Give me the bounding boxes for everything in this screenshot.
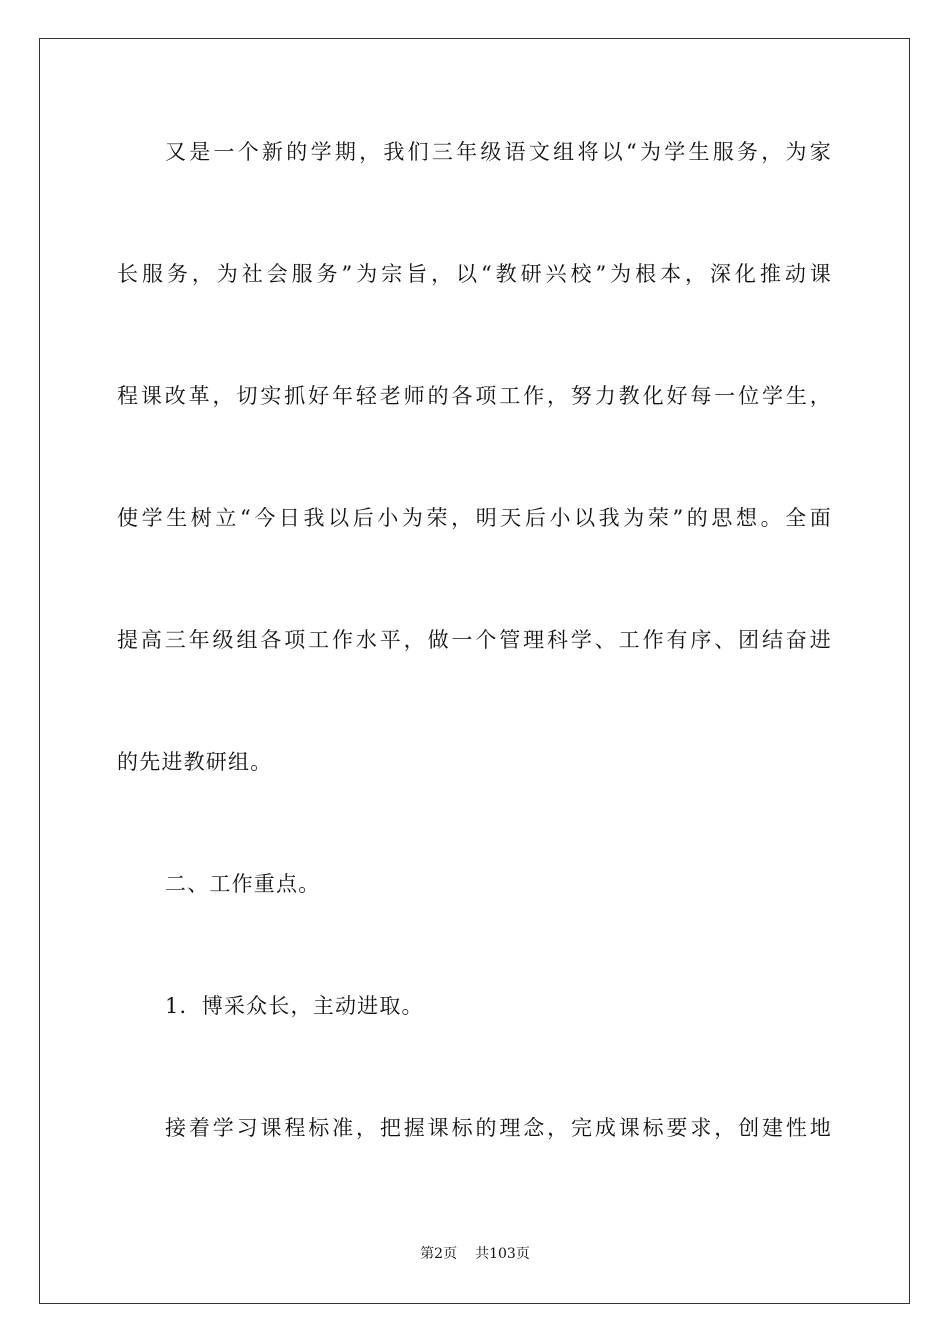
text-line-4: 使学生树立“今日我以后小为荣，明天后小以我为荣”的思想。全面 [117,506,832,530]
text-line-3: 程课改革，切实抓好年轻老师的各项工作，努力教化好每一位学生， [117,384,832,408]
total-pages-label: 共103页 [475,1246,530,1262]
text-line-6: 的先进教研组。 [117,750,273,774]
text-line-5: 提高三年级组各项工作水平，做一个管理科学、工作有序、团结奋进 [117,628,832,652]
section-heading: 二、工作重点。 [165,872,321,896]
text-line-9: 接着学习课程标准，把握课标的理念，完成课标要求，创建性地 [165,1116,832,1140]
subsection-heading: 1．博采众长，主动进取。 [165,994,424,1018]
text-line-2: 长服务，为社会服务”为宗旨，以“教研兴校”为根本，深化推动课 [117,262,832,286]
page-footer [0,1244,950,1264]
current-page-label: 第2页 [420,1246,458,1262]
text-line-1: 又是一个新的学期，我们三年级语文组将以“为学生服务，为家 [165,140,832,164]
